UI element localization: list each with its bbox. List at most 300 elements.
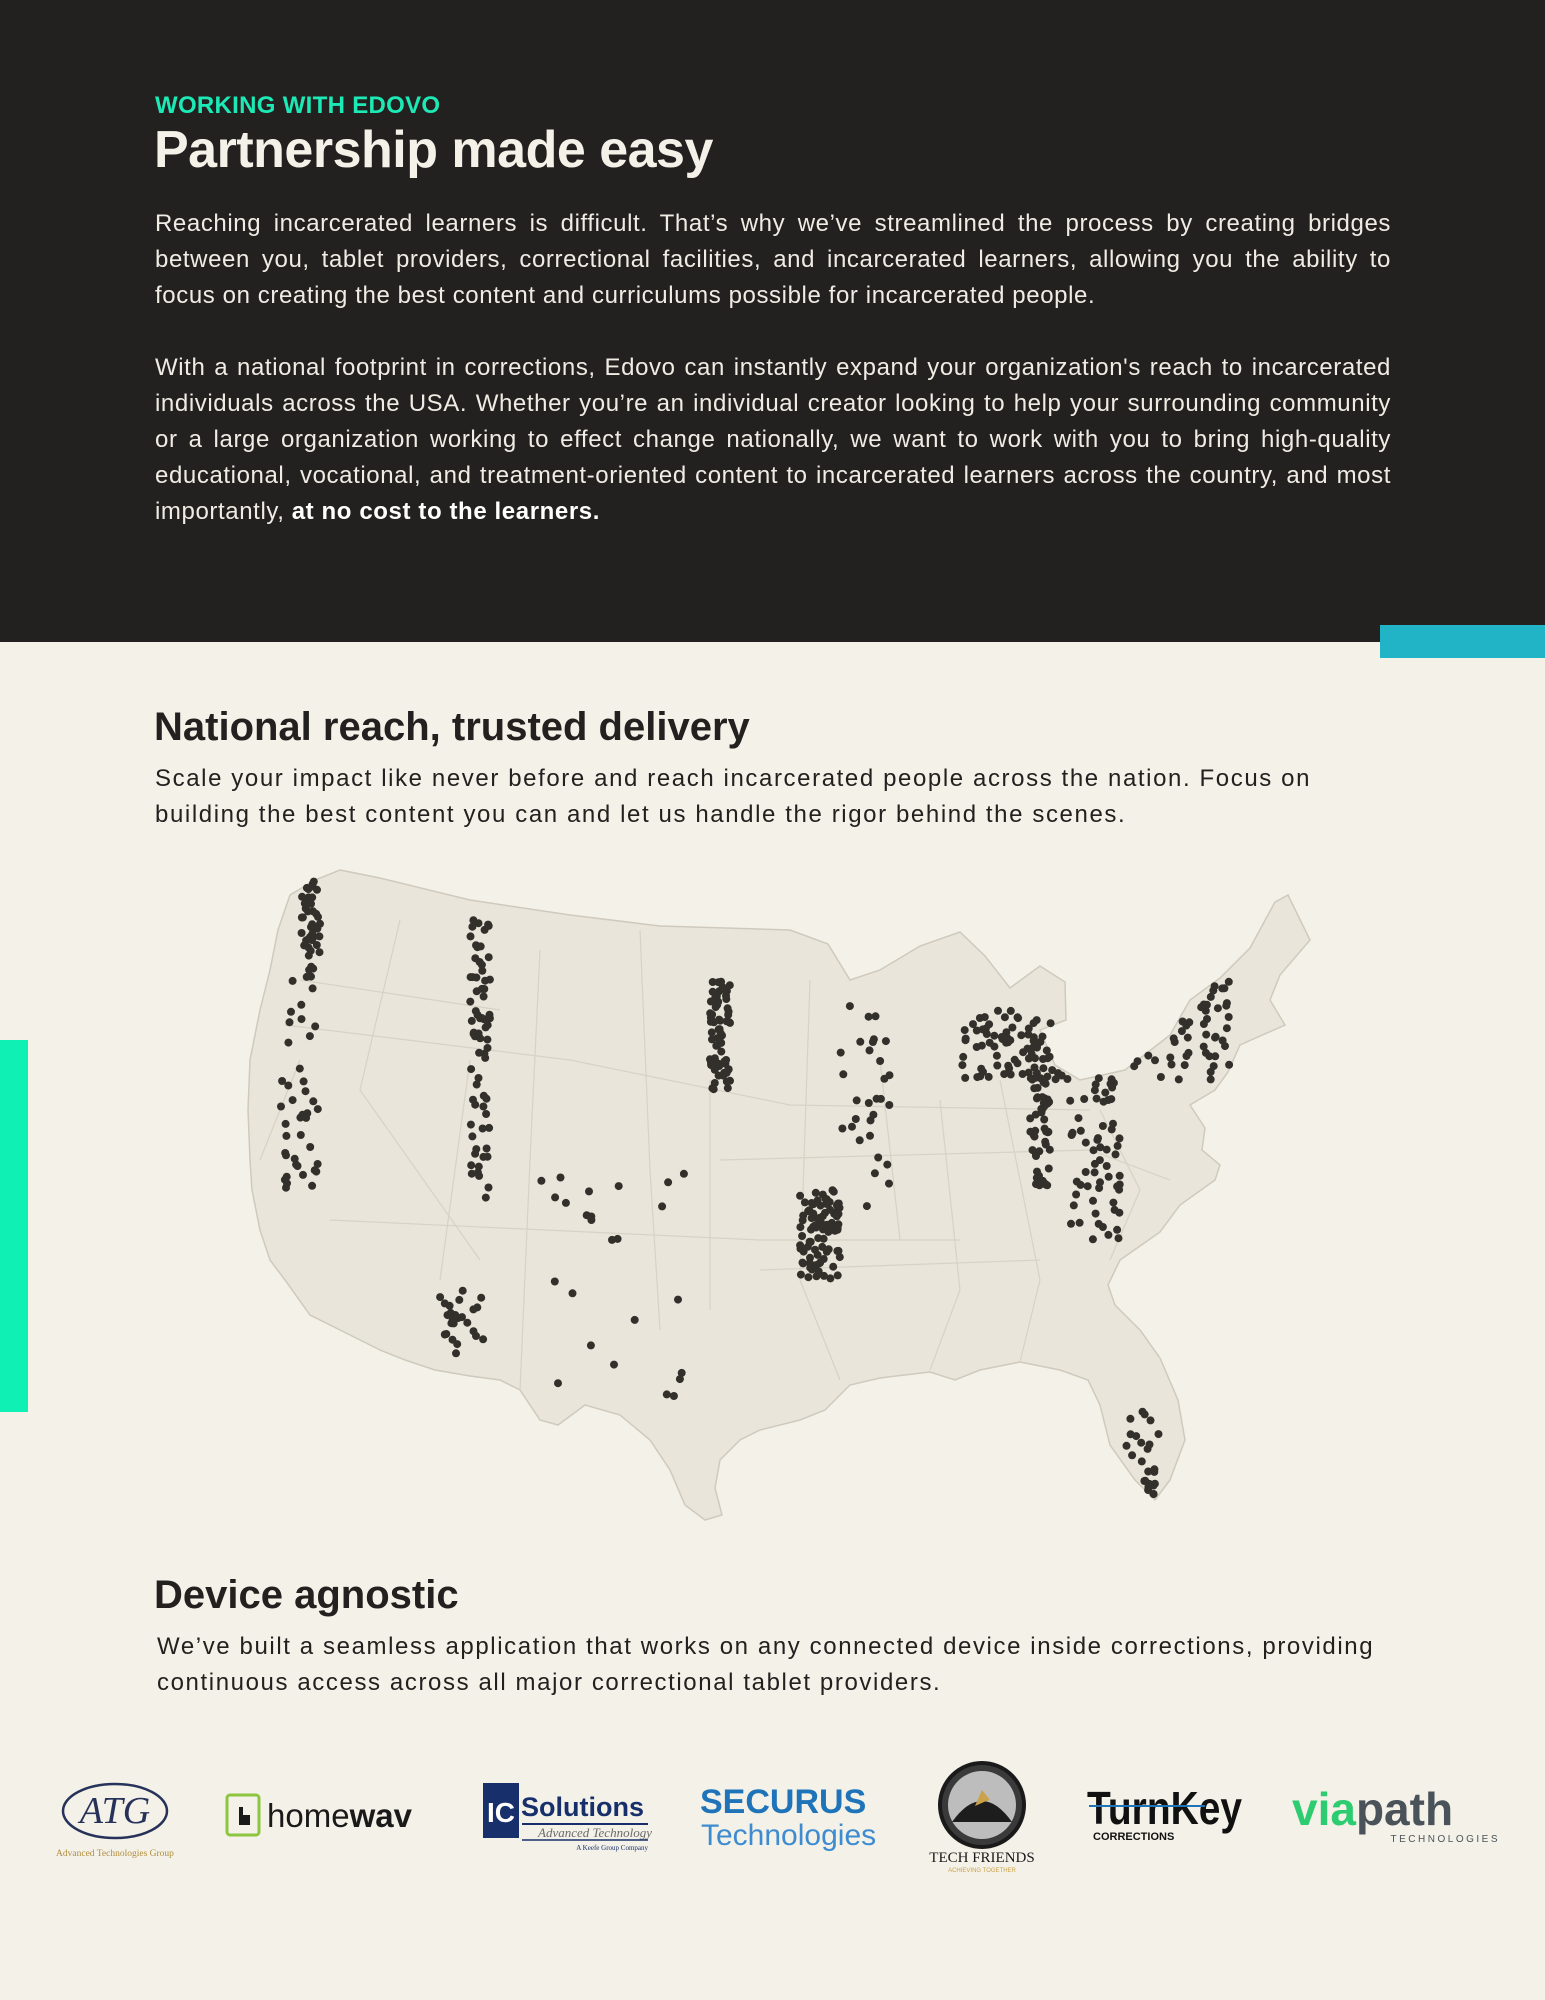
eyebrow-label: WORKING WITH EDOVO (155, 92, 441, 119)
facility-dot (1014, 1059, 1022, 1067)
facility-dot (1040, 1099, 1048, 1107)
reach-body: Scale your impact like never before and reach incarcerated people across the nation. Focus on building the best content you can and let us handle the rigor behind the scenes. (155, 765, 1312, 828)
facility-dot (452, 1349, 460, 1357)
facility-dot (870, 1035, 878, 1043)
facility-dot (724, 1004, 732, 1012)
facility-dot (973, 1073, 981, 1081)
facility-dot (1211, 982, 1219, 990)
facility-dot (1002, 1039, 1010, 1047)
facility-dot (872, 1012, 880, 1020)
facility-dot (473, 1303, 481, 1311)
facility-dot (296, 1065, 304, 1073)
facility-dot (306, 1143, 314, 1151)
facility-dot (799, 1212, 807, 1220)
facility-dot (1137, 1439, 1145, 1447)
hero-paragraph-2 (155, 350, 1391, 530)
homewav-logo (222, 1785, 437, 1845)
facility-dot (1151, 1480, 1159, 1488)
facility-dot (723, 1017, 731, 1025)
facility-dot (1146, 1441, 1154, 1449)
facility-dot (1002, 1028, 1010, 1036)
facility-dot (1144, 1052, 1152, 1060)
device-title: Device agnostic (154, 1573, 459, 1617)
facility-dot (467, 1121, 475, 1129)
facility-dot (962, 1035, 970, 1043)
facility-dot (482, 1023, 490, 1031)
facility-dot (1094, 1134, 1102, 1142)
facility-dot (839, 1070, 847, 1078)
facility-dot (876, 1057, 884, 1065)
facility-dot (484, 1153, 492, 1161)
facility-dot (1223, 1024, 1231, 1032)
viapath-technologies: TECHNOLOGIES (1390, 1834, 1500, 1845)
facility-dot (554, 1379, 562, 1387)
facility-dot (472, 1007, 480, 1015)
facility-dot (826, 1274, 834, 1282)
facility-dot (1072, 1191, 1080, 1199)
facility-dot (1034, 1093, 1042, 1101)
facility-dot (846, 1002, 854, 1010)
facility-dot (725, 1065, 733, 1073)
facility-dot (826, 1198, 834, 1206)
facility-dot (796, 1192, 804, 1200)
facility-dot (856, 1136, 864, 1144)
facility-dot (805, 1206, 813, 1214)
facility-dot (1113, 1182, 1121, 1190)
facility-dot (977, 1065, 985, 1073)
facility-dot (485, 1184, 493, 1192)
facility-dot (478, 985, 486, 993)
facility-dot (1104, 1096, 1112, 1104)
facility-dot (711, 1079, 719, 1087)
facility-dot (551, 1278, 559, 1286)
facility-dot (1175, 1075, 1183, 1083)
facility-dot (865, 1099, 873, 1107)
facility-dot (297, 1001, 305, 1009)
facility-dot (316, 948, 324, 956)
facility-dot (825, 1245, 833, 1253)
facility-dot (1109, 1199, 1117, 1207)
facility-dot (816, 1214, 824, 1222)
facility-dot (1214, 1004, 1222, 1012)
facility-dot (1108, 1125, 1116, 1133)
facility-dot (479, 1335, 487, 1343)
facility-dot (471, 954, 479, 962)
facility-dot (1093, 1095, 1101, 1103)
facility-dot (717, 978, 725, 986)
facility-dot (724, 1084, 732, 1092)
facility-dot (830, 1188, 838, 1196)
facility-dot (304, 936, 312, 944)
facility-dot (1019, 1048, 1027, 1056)
facility-dot (819, 1191, 827, 1199)
facility-dot (811, 1246, 819, 1254)
facility-dot (314, 1105, 322, 1113)
facility-dot (713, 1034, 721, 1042)
facility-dot (1166, 1054, 1174, 1062)
facility-dot (867, 1116, 875, 1124)
techfriends-name: TECH FRIENDS (929, 1850, 1035, 1866)
facility-dot (304, 907, 312, 915)
facility-dot (1019, 1070, 1027, 1078)
facility-dot (1030, 1084, 1038, 1092)
facility-dot (298, 929, 306, 937)
facility-dot (1157, 1073, 1165, 1081)
facility-dot (475, 919, 483, 927)
facility-dot (614, 1235, 622, 1243)
facility-dot (1171, 1038, 1179, 1046)
facility-dot (1033, 1016, 1041, 1024)
facility-dot (836, 1253, 844, 1261)
facility-dot (480, 993, 488, 1001)
facility-dot (467, 1161, 475, 1169)
facility-dot (1200, 1020, 1208, 1028)
facility-dot (305, 952, 313, 960)
facility-dot (1080, 1095, 1088, 1103)
facility-dot (1150, 1465, 1158, 1473)
facility-dot (467, 973, 475, 981)
facility-dot (708, 1028, 716, 1036)
facility-dot (1096, 1143, 1104, 1151)
facility-dot (1089, 1235, 1097, 1243)
facility-dot (1128, 1451, 1136, 1459)
facility-dot (979, 1025, 987, 1033)
facility-dot (281, 1176, 289, 1184)
facility-dot (486, 1014, 494, 1022)
facility-dot (1107, 1080, 1115, 1088)
facility-dot (1116, 1172, 1124, 1180)
facility-dot (871, 1169, 879, 1177)
facility-dot (311, 1022, 319, 1030)
facility-dot (990, 1032, 998, 1040)
securus-name: SECURUS (700, 1783, 867, 1821)
facility-dot (587, 1341, 595, 1349)
atg-logo (45, 1775, 185, 1865)
facility-dot (836, 1204, 844, 1212)
facility-dot (1004, 1062, 1012, 1070)
facility-dot (853, 1096, 861, 1104)
facility-dot (478, 961, 486, 969)
facility-dot (877, 1095, 885, 1103)
icsolutions-logo (480, 1780, 652, 1860)
facility-dot (1207, 1075, 1215, 1083)
facility-dot (1000, 1070, 1008, 1078)
facility-dot (483, 1145, 491, 1153)
device-body: We’ve built a seamless application that works on any connected device inside corrections, providing continuous access across all major correctional tablet providers. (157, 1633, 1375, 1696)
facility-dot (278, 1077, 286, 1085)
facility-dot (986, 1039, 994, 1047)
facility-dot (436, 1293, 444, 1301)
facility-dot (631, 1316, 639, 1324)
facility-dot (447, 1309, 455, 1317)
facility-dot (1225, 1061, 1233, 1069)
facility-dot (300, 1077, 308, 1085)
facility-dot (1025, 1055, 1033, 1063)
facility-dot (309, 1097, 317, 1105)
facility-dot (837, 1049, 845, 1057)
facility-dot (994, 1007, 1002, 1015)
facility-dot (1126, 1415, 1134, 1423)
facility-dot (1116, 1134, 1124, 1142)
facility-dot (475, 1074, 483, 1082)
viapath-via: via (1292, 1783, 1356, 1835)
facility-dot (610, 1361, 618, 1369)
facility-dot (961, 1026, 969, 1034)
facility-dot (882, 1037, 890, 1045)
facility-dot (1099, 1122, 1107, 1130)
facility-dot (291, 1155, 299, 1163)
facility-dot (852, 1115, 860, 1123)
svg-text:homewav (267, 1797, 413, 1834)
facility-dot (1130, 1062, 1138, 1070)
facility-dot (838, 1125, 846, 1133)
facility-dot (298, 893, 306, 901)
facility-dot (289, 1096, 297, 1104)
facility-dot (1076, 1219, 1084, 1227)
facility-dot (282, 1120, 290, 1128)
hero-paragraph-1: Reaching incarcerated learners is difficult. That’s why we’ve streamlined the process by creating bridges between you, tablet providers, correctional facilities, and incarcerated learners, allowing you the ability to focus on creating the best content and curriculums possible for incarcerated people. (155, 210, 1391, 309)
facility-dot (1025, 1025, 1033, 1033)
facility-dot (302, 1087, 310, 1095)
facility-dot (720, 1058, 728, 1066)
facility-dot (1027, 1074, 1035, 1082)
facility-dot (287, 1008, 295, 1016)
facility-dot (537, 1177, 545, 1185)
facility-dot (804, 1273, 812, 1281)
facility-dot (958, 1061, 966, 1069)
facility-dot (314, 913, 322, 921)
facility-dot (961, 1074, 969, 1082)
facility-dot (1105, 1173, 1113, 1181)
partner-logos (0, 1755, 1545, 1875)
facility-dot (1007, 1007, 1015, 1015)
icsolutions-ic: IC (487, 1797, 515, 1828)
facility-dot (969, 1020, 977, 1028)
facility-dot (450, 1319, 458, 1327)
hero-section (0, 0, 1545, 642)
securus-technologies: Technologies (701, 1819, 877, 1852)
facility-dot (1202, 1049, 1210, 1057)
facility-dot (1184, 1034, 1192, 1042)
facility-dot (1068, 1130, 1076, 1138)
facility-dot (315, 932, 323, 940)
facility-dot (551, 1193, 559, 1201)
facility-dot (307, 923, 315, 931)
facility-dot (1112, 1150, 1120, 1158)
facility-dot (1046, 1053, 1054, 1061)
securus-logo (698, 1783, 883, 1858)
facility-dot (298, 1015, 306, 1023)
facility-dot (1070, 1201, 1078, 1209)
facility-dot (708, 1060, 716, 1068)
facility-dot (1046, 1146, 1054, 1154)
facility-dot (459, 1287, 467, 1295)
facility-dot (812, 1189, 820, 1197)
turnkey-corrections: CORRECTIONS (1093, 1831, 1175, 1843)
facility-dot (834, 1271, 842, 1279)
facility-dot (798, 1232, 806, 1240)
hero-paragraph-2-text: With a national footprint in corrections, Edovo can instantly expand your organization's reach to incarcerated individuals across the USA. Whether you’re an individual creator looking to help your surrounding community or a large organization working to effect change nationally, we want to work with you to bring high-quality educational, vocational, and treatment-oriented content to incarcerated learners across the country, and most importantly, (155, 354, 1391, 525)
facility-dot (1115, 1209, 1123, 1217)
facility-dot (1101, 1089, 1109, 1097)
facility-dot (284, 1039, 292, 1047)
facility-dot (1030, 1131, 1038, 1139)
facility-dot (1041, 1138, 1049, 1146)
facility-dot (658, 1202, 666, 1210)
facility-dot (310, 878, 318, 886)
facility-dot (797, 1271, 805, 1279)
facility-dot (670, 1392, 678, 1400)
facility-dot (709, 978, 717, 986)
facility-dot (309, 965, 317, 973)
facility-dot (1104, 1231, 1112, 1239)
facility-dot (483, 1036, 491, 1044)
facility-dot (587, 1213, 595, 1221)
viapath-path: path (1355, 1783, 1454, 1835)
facility-dot (848, 1123, 856, 1131)
facility-dot (312, 1168, 320, 1176)
facility-dot (471, 1101, 479, 1109)
facility-dot (313, 941, 321, 949)
touch-hand-icon (239, 1807, 250, 1825)
facility-dot (1090, 1146, 1098, 1154)
facility-dot (993, 1062, 1001, 1070)
facility-dot (1075, 1114, 1083, 1122)
facility-dot (455, 1296, 463, 1304)
facility-dot (485, 953, 493, 961)
facility-dot (297, 1131, 305, 1139)
facility-dot (885, 1101, 893, 1109)
facility-dot (303, 1109, 311, 1117)
facility-dot (1042, 1181, 1050, 1189)
viapath-logo (1290, 1785, 1505, 1850)
facility-dot (481, 926, 489, 934)
facility-dot (480, 1092, 488, 1100)
reach-title: National reach, trusted delivery (154, 705, 750, 749)
facility-dot (1067, 1220, 1075, 1228)
facility-dot (883, 1161, 891, 1169)
facility-dot (1218, 984, 1226, 992)
facility-dot (814, 1234, 822, 1242)
facility-dot (708, 1011, 716, 1019)
atg-mark: ATG (79, 1790, 151, 1832)
facility-dot (1197, 1003, 1205, 1011)
facility-dot (722, 992, 730, 1000)
facility-dot (801, 1198, 809, 1206)
facility-dot (477, 1294, 485, 1302)
facility-dot (479, 1125, 487, 1133)
facility-dot (865, 1013, 873, 1021)
facility-dot (482, 1194, 490, 1202)
icsolutions-company: A Keefe Group Company (576, 1844, 648, 1852)
facility-dot (674, 1296, 682, 1304)
facility-dot (1091, 1168, 1099, 1176)
facility-dot (880, 1075, 888, 1083)
facility-dot (1151, 1056, 1159, 1064)
facility-dot (286, 1018, 294, 1026)
facility-dot (816, 1258, 824, 1266)
atg-name: Advanced Technologies Group (56, 1849, 174, 1859)
facility-dot (716, 1025, 724, 1033)
hero-paragraph-2-emphasis: at no cost to the learners. (291, 498, 601, 525)
facility-dot (282, 1151, 290, 1159)
facility-dot (309, 984, 317, 992)
icsolutions-subtitle: Advanced Technology (538, 1825, 652, 1840)
facility-dot (1082, 1168, 1090, 1176)
facility-dot (1014, 1014, 1022, 1022)
facility-dot (463, 1319, 471, 1327)
facility-dot (856, 1038, 864, 1046)
facility-dot (1183, 1052, 1191, 1060)
facility-dot (1077, 1181, 1085, 1189)
facility-dot (1114, 1142, 1122, 1150)
facility-dot (1222, 1002, 1230, 1010)
facility-dot (680, 1170, 688, 1178)
us-map (240, 860, 1320, 1546)
facility-dot (479, 1103, 487, 1111)
icsolutions-solutions: Solutions (521, 1792, 644, 1822)
facility-dot (829, 1263, 837, 1271)
homewav-wav: wav (349, 1797, 412, 1834)
facility-dot (480, 1050, 488, 1058)
facility-dot (1179, 1018, 1187, 1026)
facility-dot (709, 988, 717, 996)
facility-dot (1029, 1146, 1037, 1154)
facility-dot (1039, 1033, 1047, 1041)
facility-dot (1211, 1034, 1219, 1042)
facility-dot (277, 1103, 285, 1111)
facility-dot (282, 1132, 290, 1140)
facility-dot (299, 1171, 307, 1179)
facility-dot (981, 1013, 989, 1021)
facility-dot (1099, 1223, 1107, 1231)
facility-dot (472, 941, 480, 949)
facility-dot (973, 1043, 981, 1051)
facility-dot (885, 1180, 893, 1188)
facility-dot (1168, 1061, 1176, 1069)
facility-dot (1033, 1168, 1041, 1176)
facility-dot (1047, 1019, 1055, 1027)
facility-dot (557, 1174, 565, 1182)
facility-dot (615, 1182, 623, 1190)
techfriends-tagline: ACHIEVING TOGETHER (948, 1868, 1016, 1874)
facility-dot (1181, 1061, 1189, 1069)
facility-dot (1178, 1027, 1186, 1035)
facility-dot (1113, 1226, 1121, 1234)
facility-dot (585, 1187, 593, 1195)
facility-dot (1095, 1184, 1103, 1192)
facility-dot (1039, 1076, 1047, 1084)
facility-dot (298, 914, 306, 922)
facility-dot (304, 885, 312, 893)
facility-dot (1103, 1162, 1111, 1170)
facility-dot (874, 1154, 882, 1162)
facility-dot (1017, 1031, 1025, 1039)
facility-dot (1155, 1430, 1163, 1438)
facility-dot (1048, 1066, 1056, 1074)
facility-dot (1084, 1182, 1092, 1190)
facility-dot (308, 1182, 316, 1190)
facility-dot (449, 1336, 457, 1344)
facility-dot (796, 1223, 804, 1231)
facility-dot (562, 1199, 570, 1207)
facility-dot (1082, 1139, 1090, 1147)
facility-dot (993, 1052, 1001, 1060)
facility-dot (1225, 1013, 1233, 1021)
facility-dot (808, 1199, 816, 1207)
facility-dot (817, 1202, 825, 1210)
facility-dot (482, 1110, 490, 1118)
